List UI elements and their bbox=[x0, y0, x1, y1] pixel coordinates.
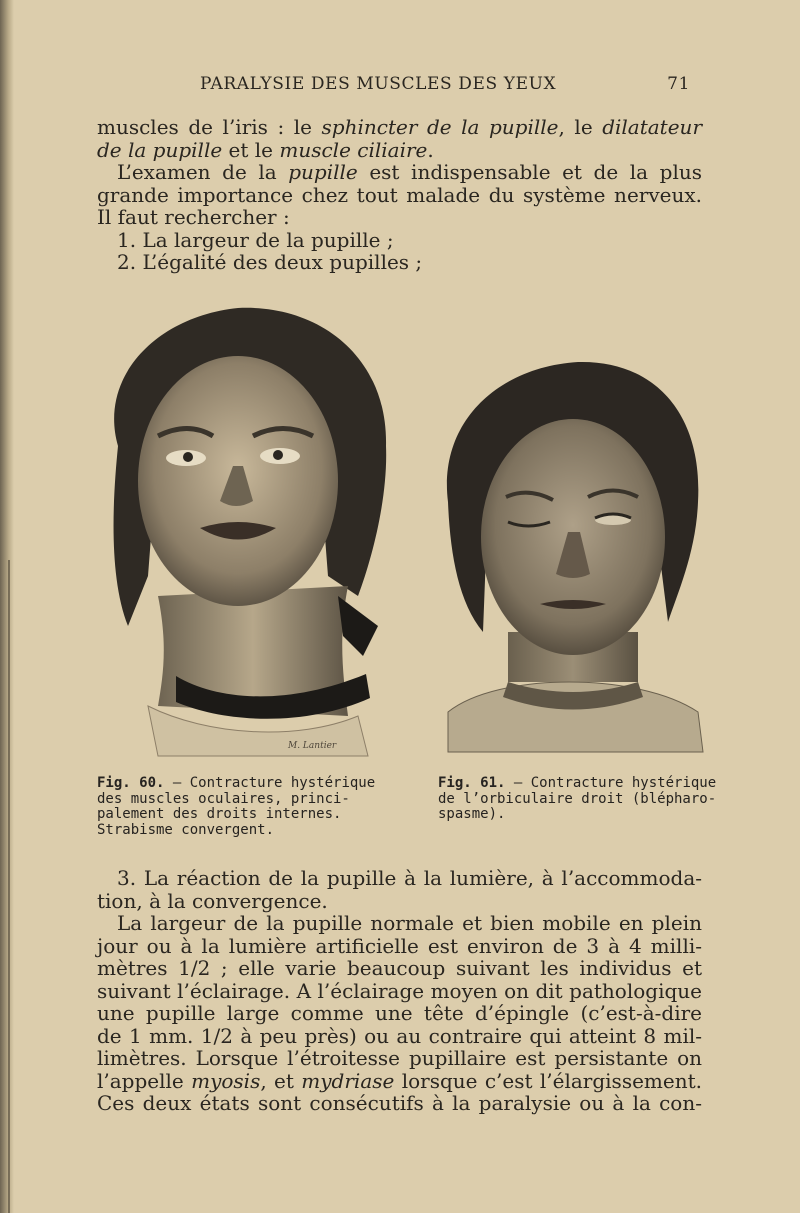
binding-line bbox=[8, 560, 10, 1213]
page-edge bbox=[0, 0, 14, 1213]
text-line: L’examen de la pupille est indispensable et de la plus bbox=[117, 160, 702, 184]
text-line: muscles de l’iris : le sphincter de la pupille, le dilatateur bbox=[97, 115, 702, 139]
text-line: tion, à la convergence. bbox=[97, 888, 328, 913]
text-line: jour ou à la lumière artificielle est environ de 3 à 4 milli- bbox=[97, 933, 702, 958]
text-line: Ces deux états sont consécutifs à la paralysie ou à la con- bbox=[97, 1091, 702, 1115]
figure-number: Fig. 61. bbox=[438, 775, 506, 791]
page-number: 71 bbox=[667, 74, 690, 94]
caption-line: des muscles oculaires, princi- bbox=[97, 790, 350, 807]
figure-number: Fig. 60. bbox=[97, 775, 165, 791]
text-line: de la pupille et le muscle ciliaire. bbox=[97, 137, 434, 162]
text-line: une pupille large comme une tête d’épingle (c’est-à-dire bbox=[97, 1001, 702, 1025]
figure-60-image bbox=[88, 296, 398, 766]
top-paragraph bbox=[97, 116, 702, 274]
text-line: 3. La réaction de la pupille à la lumière, à l’accommoda- bbox=[117, 866, 702, 890]
caption-line: Fig. 61. — Contracture hystérique bbox=[438, 775, 717, 791]
caption-line: palement des droits internes. bbox=[97, 806, 342, 822]
text-line: Il faut rechercher : bbox=[97, 205, 290, 229]
list-item: 2. L’égalité des deux pupilles ; bbox=[117, 250, 423, 274]
figure-61-caption bbox=[438, 776, 728, 823]
bottom-paragraph bbox=[97, 867, 702, 1115]
text-line: limètres. Lorsque l’étroitesse pupillaire est persistante on bbox=[97, 1046, 702, 1070]
text-line: suivant l’éclairage. A l’éclairage moyen on dit pathologique bbox=[97, 978, 702, 1003]
figure-61-image bbox=[428, 352, 710, 760]
caption-line: de l’orbiculaire droit (blépharo- bbox=[438, 790, 717, 807]
running-title: PARALYSIE DES MUSCLES DES YEUX bbox=[200, 74, 557, 94]
figure-60-caption bbox=[97, 776, 397, 838]
list-item: 1. La largeur de la pupille ; bbox=[117, 227, 394, 252]
caption-line: Fig. 60. — Contracture hystérique bbox=[97, 775, 376, 791]
caption-line: spasme). bbox=[438, 806, 506, 822]
portrait-illustration bbox=[428, 352, 710, 760]
text-line: grande importance chez tout malade du système nerveux. bbox=[97, 182, 702, 207]
running-header bbox=[200, 74, 690, 100]
caption-line: Strabisme convergent. bbox=[97, 821, 275, 838]
artist-signature: M. Lantier bbox=[288, 741, 337, 751]
text-line: de 1 mm. 1/2 à peu près) ou au contraire qui atteint 8 mil- bbox=[97, 1023, 702, 1048]
text-line: mètres 1/2 ; elle varie beaucoup suivant les individus et bbox=[97, 956, 702, 980]
text-line: La largeur de la pupille normale et bien mobile en plein bbox=[117, 911, 702, 935]
portrait-illustration bbox=[88, 296, 398, 766]
text-line: l’appelle myosis, et mydriase lorsque c’est l’élargissement. bbox=[97, 1068, 702, 1093]
